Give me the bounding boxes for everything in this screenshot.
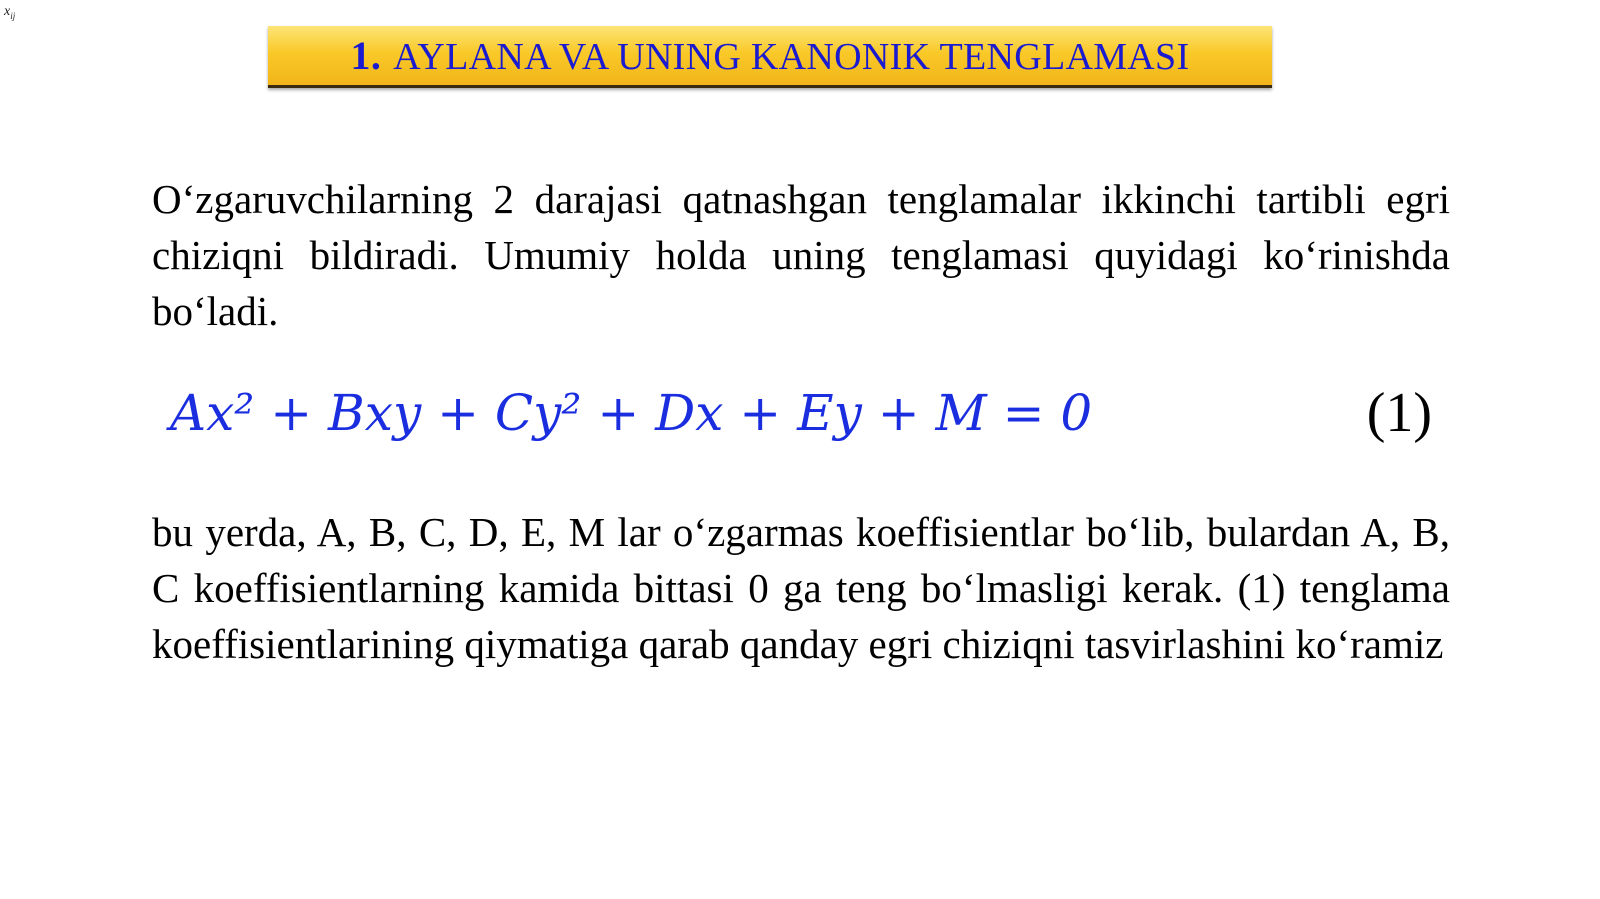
corner-mark-base: x <box>4 4 11 19</box>
title-number: 1. <box>350 33 382 78</box>
equation-number: (1) <box>1366 382 1432 444</box>
intro-paragraph: O‘zgaruvchilarning 2 darajasi qatnashgan tenglamalar ikkinchi tartibli egri chiziqni bildiradi. Umumiy holda uning tenglamasi quyidagi ko‘rinishda bo‘ladi. <box>152 176 1450 334</box>
corner-variable-mark <box>4 4 15 21</box>
slide-title-banner <box>268 26 1272 88</box>
slide-title <box>351 32 1190 79</box>
equation-row <box>170 378 1432 448</box>
corner-mark-subscript: ij <box>10 10 16 21</box>
general-equation: Ax² + Bxy + Cy² + Dx + Ey + M = 0 <box>170 384 1093 442</box>
title-label: AYLANA VA UNING KANONIK TENGLAMASI <box>393 36 1190 78</box>
explanation-paragraph: bu yerda, A, B, C, D, E, M lar o‘zgarmas koeffisientlar bo‘lib, bulardan A, B, C koeffisientlarning kamida bittasi 0 ga teng bo‘lmasligi kerak. (1) tenglama koeffisientlarining qiymatiga qarab qanday egri chiziqni tasvirlashini ko‘ramiz <box>152 509 1450 667</box>
